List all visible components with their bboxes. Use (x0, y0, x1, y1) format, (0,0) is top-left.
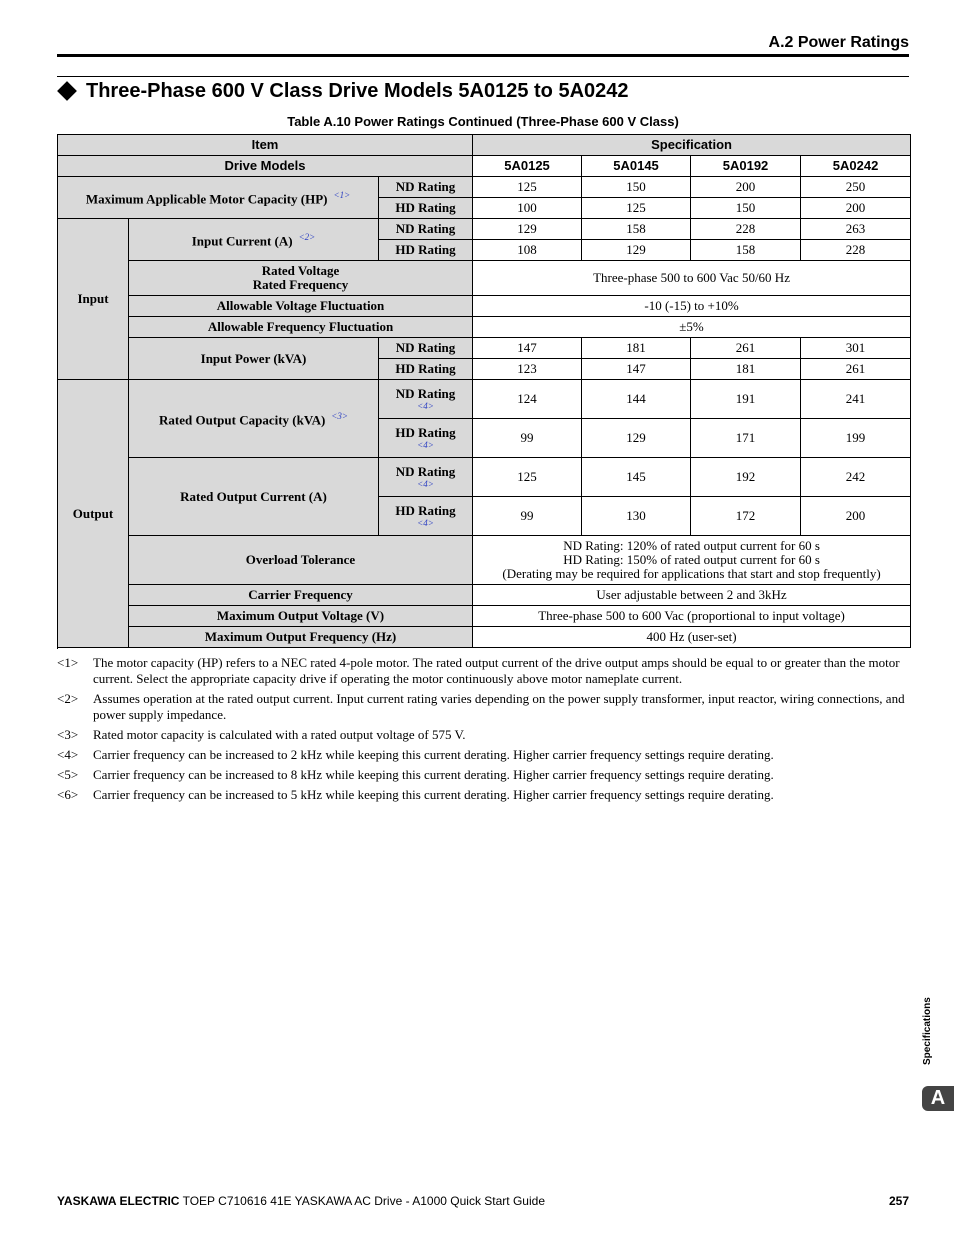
value-cell: 250 (801, 177, 911, 198)
value-cell: 200 (691, 177, 801, 198)
footer-brand: YASKAWA ELECTRIC (57, 1194, 180, 1208)
nd-rating-label: ND Rating (379, 219, 473, 240)
value-cell: 241 (801, 380, 911, 419)
table-row (58, 296, 911, 317)
value-cell: 158 (691, 240, 801, 261)
value-cell: 129 (473, 219, 582, 240)
model-cell: 5A0125 (473, 156, 582, 177)
nd-rating-label: ND Rating (379, 338, 473, 359)
section-title (57, 80, 629, 103)
footnote-ref-link[interactable]: <2> (298, 232, 316, 243)
footnote-ref-link[interactable]: <4> (417, 518, 434, 528)
value-cell: 147 (582, 359, 691, 380)
value-cell: 301 (801, 338, 911, 359)
value-cell: 191 (691, 380, 801, 419)
table-row (58, 380, 911, 419)
overload-label: Overload Tolerance (129, 536, 473, 585)
carrier-frequency-label: Carrier Frequency (129, 585, 473, 606)
max-output-frequency-value: 400 Hz (user-set) (473, 627, 911, 648)
table-caption: Table A.10 Power Ratings Continued (Three-Phase 600 V Class) (287, 114, 679, 129)
max-motor-label: Maximum Applicable Motor Capacity (HP) $^{<1>}$ (58, 177, 379, 219)
footnote: <1> The motor capacity (HP) refers to a NEC rated 4-pole motor. The rated output current of the drive output amps should be equal to or greater than the motor current. Select the appropriate capacity drive if operating the motor continuously above motor nameplate current. (57, 655, 900, 686)
footnotes (57, 655, 909, 807)
table-row (58, 317, 911, 338)
footnote: <2> Assumes operation at the rated output current. Input current rating varies depending on the power supply transformer, input reactor, wiring connections, and power supply impedance. (57, 691, 905, 722)
hd-rating-label: HD Rating (379, 198, 473, 219)
table-header-row (58, 135, 911, 156)
diamond-bullet-icon (57, 81, 77, 101)
table-row (58, 261, 911, 296)
value-cell: 150 (582, 177, 691, 198)
value-cell: 200 (801, 198, 911, 219)
value-cell: 147 (473, 338, 582, 359)
max-output-voltage-label: Maximum Output Voltage (V) (129, 606, 473, 627)
output-group-label: Output (58, 380, 129, 648)
appendix-tab[interactable]: A (922, 1086, 954, 1111)
value-cell: 125 (473, 458, 582, 497)
value-cell: 125 (473, 177, 582, 198)
footnote-ref-link[interactable]: <4> (417, 401, 434, 411)
input-group-label: Input (58, 219, 129, 380)
hd-rating-label: HD Rating <4> (379, 419, 473, 458)
model-cell: 5A0145 (582, 156, 691, 177)
model-cell: 5A0192 (691, 156, 801, 177)
footer (57, 1194, 909, 1208)
value-cell: 158 (582, 219, 691, 240)
value-cell: 144 (582, 380, 691, 419)
hd-rating-label: HD Rating (379, 240, 473, 261)
table-row (58, 458, 911, 497)
value-cell: 261 (691, 338, 801, 359)
table-row (58, 219, 911, 240)
allowable-frequency-value: ±5% (473, 317, 911, 338)
max-output-frequency-label: Maximum Output Frequency (Hz) (129, 627, 473, 648)
page-number: 257 (888, 1194, 909, 1208)
side-section-label: Specifications (922, 997, 933, 1065)
value-cell: 129 (582, 419, 691, 458)
value-cell: 123 (473, 359, 582, 380)
allowable-voltage-value: -10 (-15) to +10% (473, 296, 911, 317)
value-cell: 129 (582, 240, 691, 261)
input-power-label: Input Power (kVA) (129, 338, 379, 380)
hd-rating-label: HD Rating <4> (379, 497, 473, 536)
input-current-label: Input Current (A) $^{<2>}$ (129, 219, 379, 261)
footer-text: TOEP C710616 41E YASKAWA AC Drive - A1000 Quick Start Guide (179, 1194, 545, 1208)
value-cell: 181 (691, 359, 801, 380)
table-row (58, 338, 911, 359)
value-cell: 172 (691, 497, 801, 536)
value-cell: 242 (801, 458, 911, 497)
rated-voltage-label: Rated Voltage Rated Frequency (129, 261, 473, 296)
header-rule (57, 54, 909, 57)
table-row (58, 606, 911, 627)
power-ratings-table (57, 134, 911, 648)
table-row (58, 536, 911, 585)
value-cell: 263 (801, 219, 911, 240)
nd-rating-label: ND Rating <4> (379, 380, 473, 419)
nd-rating-label: ND Rating (379, 177, 473, 198)
value-cell: 199 (801, 419, 911, 458)
value-cell: 261 (801, 359, 911, 380)
footnote: <3> Rated motor capacity is calculated with a rated output voltage of 575 V. (57, 727, 466, 742)
value-cell: 228 (801, 240, 911, 261)
footnote-ref-link[interactable]: <3> (331, 411, 348, 422)
header-rule-thin (57, 76, 909, 77)
table-row (58, 585, 911, 606)
value-cell: 99 (473, 419, 582, 458)
overload-value: ND Rating: 120% of rated output current for 60 s HD Rating: 150% of rated output current for 60 s (Derating may be required for applications that start and stop frequently) (473, 536, 911, 585)
value-cell: 108 (473, 240, 582, 261)
value-cell: 228 (691, 219, 801, 240)
section-title-text: Three-Phase 600 V Class Drive Models 5A0125 to 5A0242 (86, 80, 629, 102)
table-row (58, 177, 911, 198)
drive-models-row (58, 156, 911, 177)
value-cell: 171 (691, 419, 801, 458)
allowable-frequency-label: Allowable Frequency Fluctuation (129, 317, 473, 338)
value-cell: 130 (582, 497, 691, 536)
value-cell: 192 (691, 458, 801, 497)
allowable-voltage-label: Allowable Voltage Fluctuation (129, 296, 473, 317)
nd-rating-label: ND Rating <4> (379, 458, 473, 497)
value-cell: 124 (473, 380, 582, 419)
footnote: <5> Carrier frequency can be increased to 8 kHz while keeping this current derating. Higher carrier frequency settings require derating. (57, 767, 774, 782)
footnote: <4> Carrier frequency can be increased to 2 kHz while keeping this current derating. Higher carrier frequency settings require derating. (57, 747, 774, 762)
drive-models-label: Drive Models (58, 156, 473, 177)
footnote-ref-link[interactable]: <4> (417, 440, 434, 450)
rated-output-capacity-label: Rated Output Capacity (kVA) $^{<3>}$ (129, 380, 379, 458)
rated-output-current-label: Rated Output Current (A) (129, 458, 379, 536)
value-cell: 99 (473, 497, 582, 536)
table-row (58, 627, 911, 648)
value-cell: 145 (582, 458, 691, 497)
value-cell: 150 (691, 198, 801, 219)
model-cell: 5A0242 (801, 156, 911, 177)
footnote-ref-link[interactable]: <1> (333, 190, 351, 201)
max-output-voltage-value: Three-phase 500 to 600 Vac (proportional to input voltage) (473, 606, 911, 627)
header-section-title: A.2 Power Ratings (768, 34, 909, 51)
item-header: Item (58, 135, 473, 156)
carrier-frequency-value: User adjustable between 2 and 3kHz (473, 585, 911, 606)
rated-voltage-value: Three-phase 500 to 600 Vac 50/60 Hz (473, 261, 911, 296)
value-cell: 100 (473, 198, 582, 219)
value-cell: 200 (801, 497, 911, 536)
footnote-ref-link[interactable]: <4> (417, 479, 434, 489)
hd-rating-label: HD Rating (379, 359, 473, 380)
footnote: <6> Carrier frequency can be increased to 5 kHz while keeping this current derating. Higher carrier frequency settings require derating. (57, 787, 774, 802)
spec-header: Specification (473, 135, 911, 156)
value-cell: 125 (582, 198, 691, 219)
value-cell: 181 (582, 338, 691, 359)
